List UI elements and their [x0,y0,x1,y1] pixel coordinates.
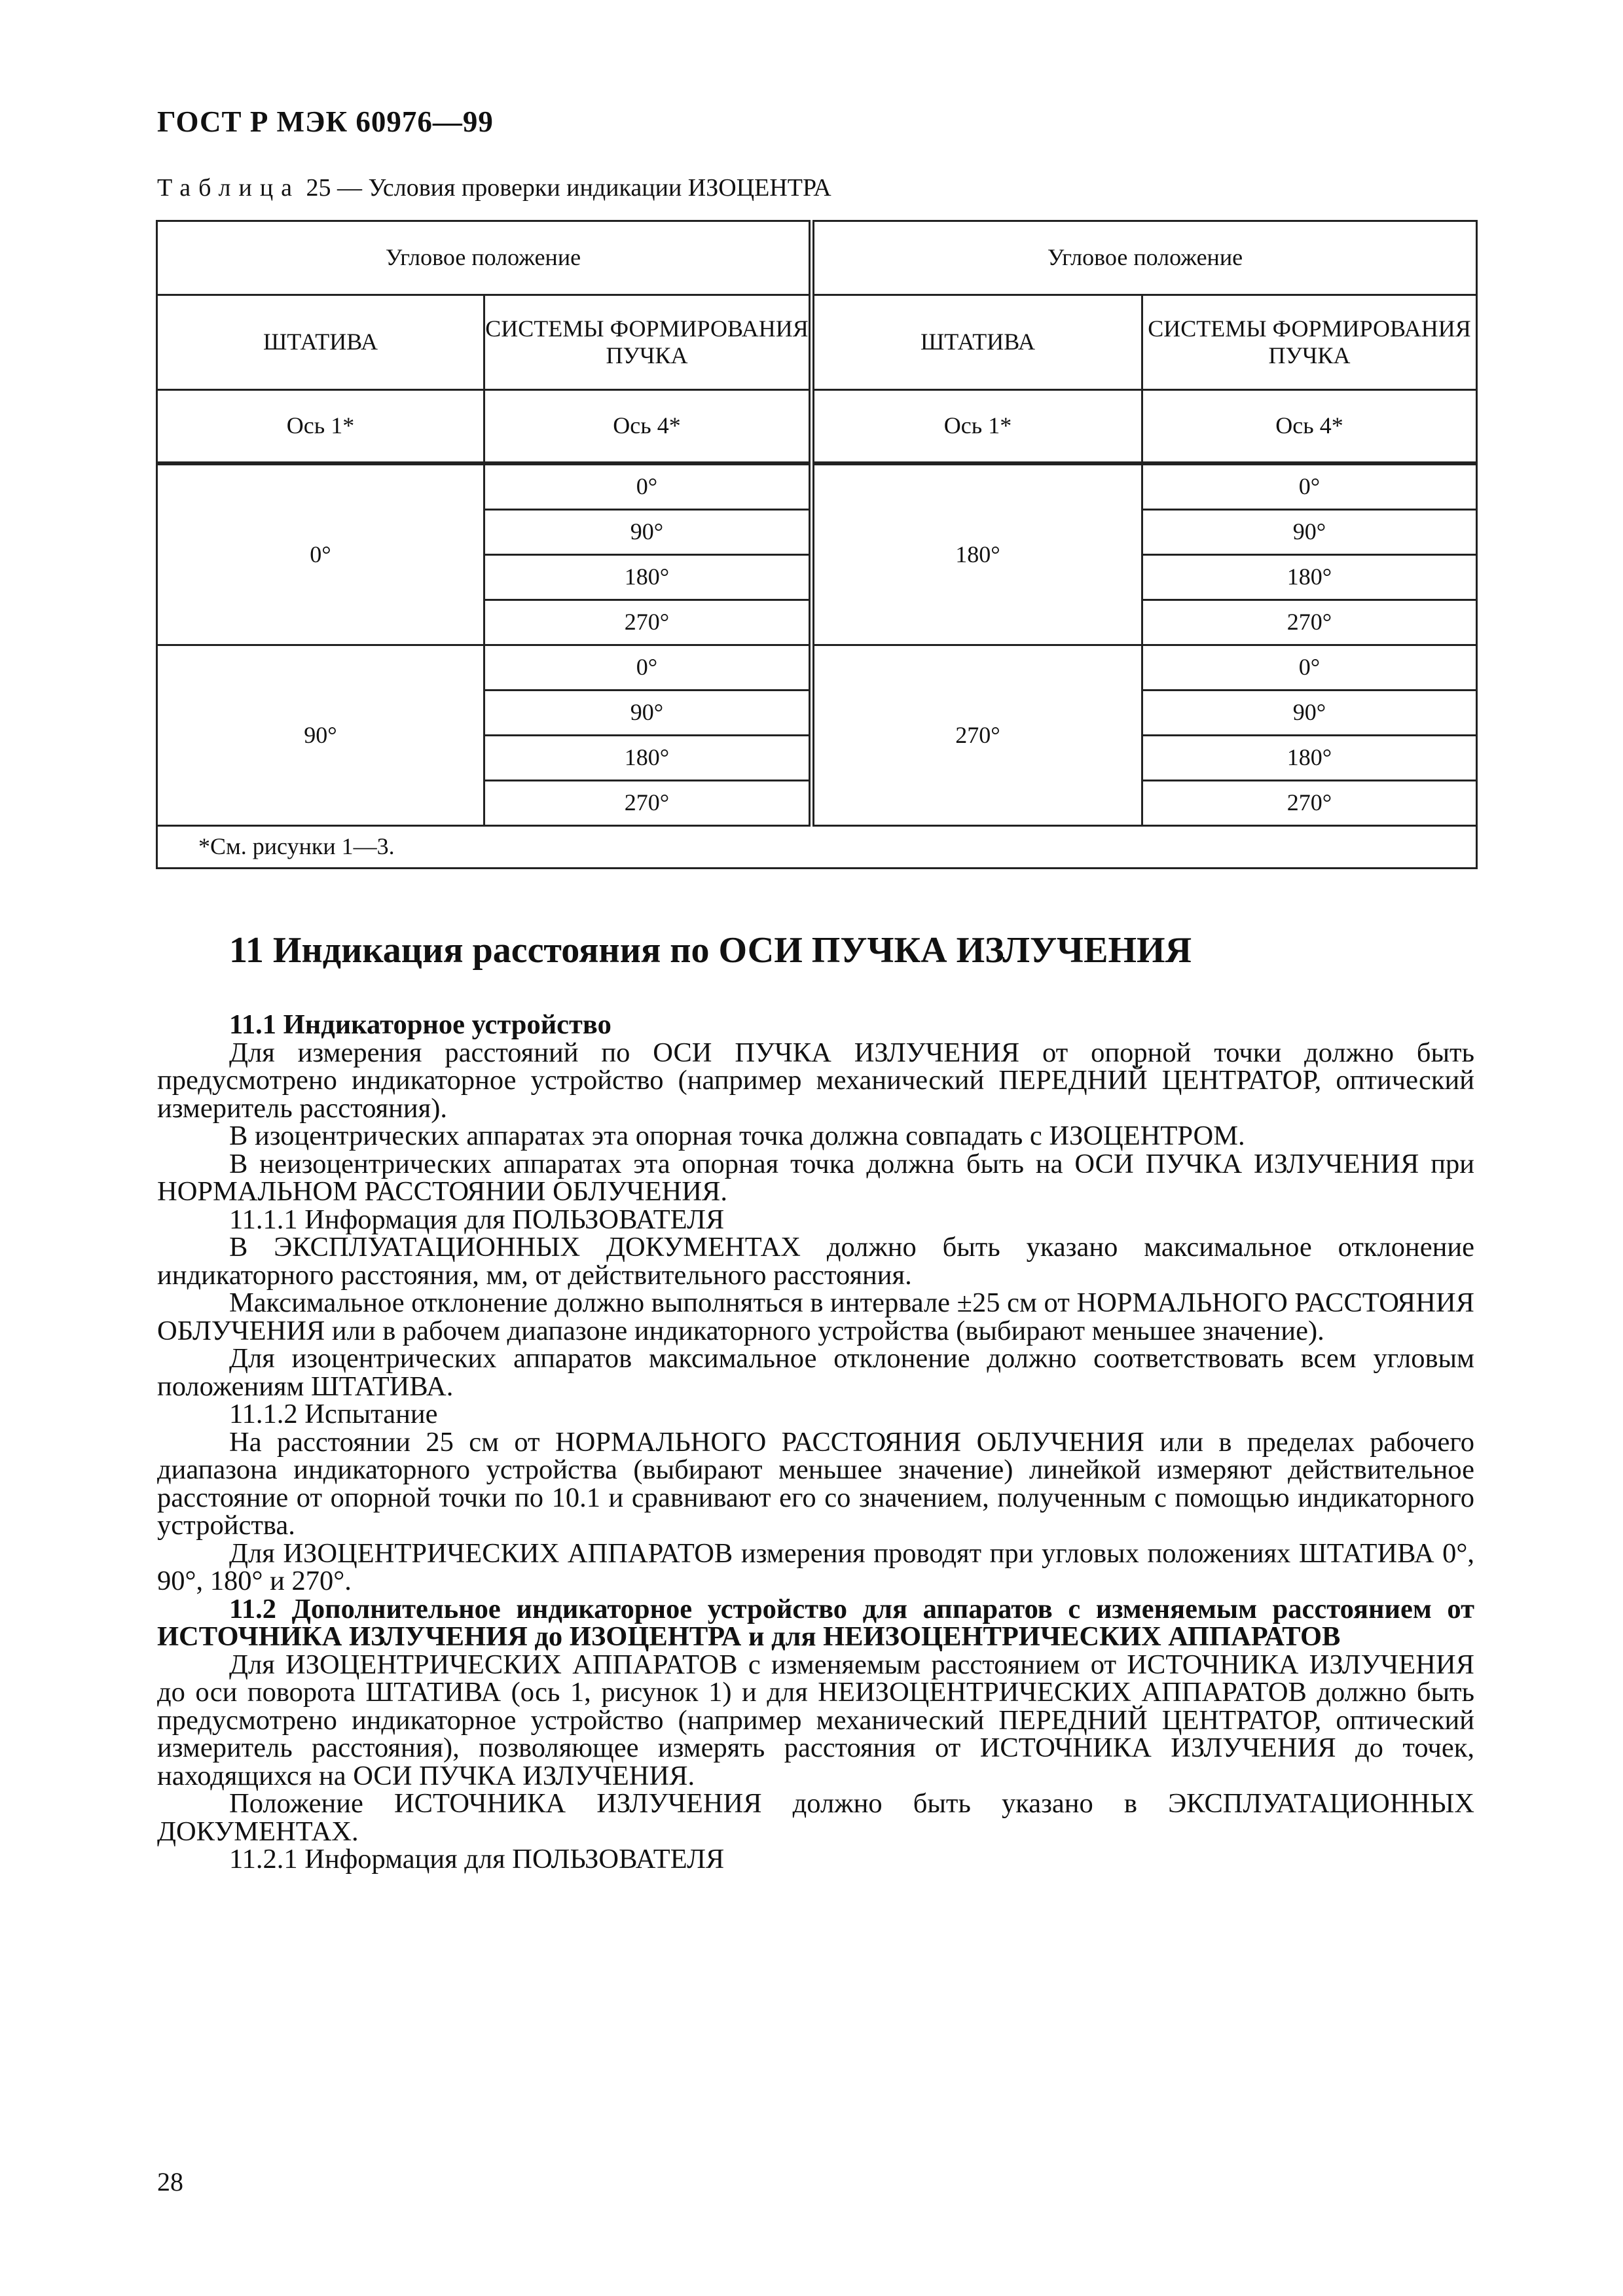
table-caption-text: 25 — Условия проверки индикации ИЗОЦЕНТРА [306,174,831,202]
beam-angle-cell: 90° [1142,691,1477,736]
gantry-angle-cell: 90° [157,645,484,826]
beam-angle-cell: 180° [484,736,812,781]
table-subheader-row [157,295,1477,390]
paragraph: На расстоянии 25 см от НОРМАЛЬНОГО РАССТОЯНИЯ ОБЛУЧЕНИЯ или в пределах рабочего диапазона индикаторного устройства (выбирают меньшее значение) линейкой измеряют действительное расстояние от опорной точки по 10.1 и сравнивают его со значением, полученным с помощью индикаторного устройства. [157,1426,1474,1541]
paragraph: В ЭКСПЛУАТАЦИОННЫХ ДОКУМЕНТАХ должно быть указано максимальное отклонение индикаторного расстояния, мм, от действительного расстояния. [157,1232,1474,1291]
beam-angle-cell: 270° [484,781,812,826]
clause-title: 11.1.1 Информация для ПОЛЬЗОВАТЕЛЯ [229,1204,725,1235]
paragraph: Положение ИСТОЧНИКА ИЗЛУЧЕНИЯ должно быть указано в ЭКСПЛУАТАЦИОННЫХ ДОКУМЕНТАХ. [157,1788,1474,1847]
table-row [157,463,1477,510]
beam-angle-cell: 90° [484,510,812,555]
beam-angle-cell: 0° [1142,463,1477,510]
gantry-angle-cell: 270° [812,645,1142,826]
beam-angle-cell: 270° [1142,600,1477,645]
header-gantry-right: ШТАТИВА [812,295,1142,390]
gantry-angle-cell: 180° [812,463,1142,645]
paragraph: Для ИЗОЦЕНТРИЧЕСКИХ АППАРАТОВ с изменяемым расстоянием от ИСТОЧНИКА ИЗЛУЧЕНИЯ до оси поворота ШТАТИВА (ось 1, рисунок 1) и для НЕИЗОЦЕНТРИЧЕСКИХ АППАРАТОВ должно быть предусмотрено индикаторное устройство (например механический ПЕРЕДНИЙ ЦЕНТРАТОР, оптический измеритель расстояния), позволяющее измерять расстояния от ИСТОЧНИКА ИЗЛУЧЕНИЯ до точек, находящихся на ОСИ ПУЧКА ИЗЛУЧЕНИЯ. [157,1649,1474,1791]
document-header: ГОСТ Р МЭК 60976—99 [157,105,494,138]
clause-title: 11.1.2 Испытание [229,1399,438,1429]
paragraph: В неизоцентрических аппаратах эта опорная точка должна быть на ОСИ ПУЧКА ИЗЛУЧЕНИЯ при НОРМАЛЬНОМ РАССТОЯНИИ ОБЛУЧЕНИЯ. [157,1148,1474,1207]
beam-angle-cell: 90° [1142,510,1477,555]
axis-1-left: Ось 1* [157,390,484,464]
beam-angle-cell: 180° [1142,555,1477,600]
subsection-heading: 11.2 Дополнительное индикаторное устройство для аппаратов с изменяемым расстоянием от ИСТОЧНИКА ИЗЛУЧЕНИЯ до ИЗОЦЕНТРА и для НЕИЗОЦЕНТРИЧЕСКИХ АППАРАТОВ [157,1593,1474,1652]
beam-angle-cell: 270° [484,600,812,645]
table-axis-row [157,390,1477,464]
gantry-angle-cell: 0° [157,463,484,645]
table-caption-label: Таблица [157,174,301,202]
body-text [157,1011,1474,1874]
paragraph: Для измерения расстояний по ОСИ ПУЧКА ИЗЛУЧЕНИЯ от опорной точки должно быть предусмотрено индикаторное устройство (например механический ПЕРЕДНИЙ ЦЕНТРАТОР, оптический измеритель расстояния). [157,1037,1474,1124]
header-angular-position-right: Угловое положение [812,221,1477,295]
subsection-heading: 11.1 Индикаторное устройство [229,1009,611,1040]
table-header-row [157,221,1477,295]
table-footnote-row [157,826,1477,869]
beam-angle-cell: 0° [484,645,812,691]
beam-angle-cell: 0° [484,463,812,510]
beam-angle-cell: 270° [1142,781,1477,826]
table-row [157,645,1477,691]
table-footnote: *См. рисунки 1—3. [157,826,1477,869]
header-gantry-left: ШТАТИВА [157,295,484,390]
paragraph: Для изоцентрических аппаратов максимальное отклонение должно соответствовать всем угловым положениям ШТАТИВА. [157,1343,1474,1402]
paragraph: В изоцентрических аппаратах эта опорная точка должна совпадать с ИЗОЦЕНТРОМ. [229,1121,1245,1151]
isocenter-test-table [156,220,1478,869]
beam-angle-cell: 180° [1142,736,1477,781]
header-beam-system-left: СИСТЕМЫ ФОРМИРОВАНИЯ ПУЧКА [484,295,812,390]
axis-4-left: Ось 4* [484,390,812,464]
paragraph: Максимальное отклонение должно выполняться в интервале ±25 см от НОРМАЛЬНОГО РАССТОЯНИЯ ОБЛУЧЕНИЯ или в рабочем диапазоне индикаторного устройства (выбирают меньшее значение). [157,1287,1474,1346]
paragraph: Для ИЗОЦЕНТРИЧЕСКИХ АППАРАТОВ измерения проводят при угловых положениях ШТАТИВА 0°, 90°, 180° и 270°. [157,1537,1474,1596]
beam-angle-cell: 0° [1142,645,1477,691]
clause-title: 11.2.1 Информация для ПОЛЬЗОВАТЕЛЯ [229,1844,725,1874]
table-caption [157,173,831,202]
beam-angle-cell: 180° [484,555,812,600]
header-beam-system-right: СИСТЕМЫ ФОРМИРОВАНИЯ ПУЧКА [1142,295,1477,390]
beam-angle-cell: 90° [484,691,812,736]
section-heading: 11 Индикация расстояния по ОСИ ПУЧКА ИЗЛУЧЕНИЯ [229,930,1192,971]
page-number: 28 [157,2167,183,2197]
axis-4-right: Ось 4* [1142,390,1477,464]
axis-1-right: Ось 1* [812,390,1142,464]
header-angular-position-left: Угловое положение [157,221,812,295]
